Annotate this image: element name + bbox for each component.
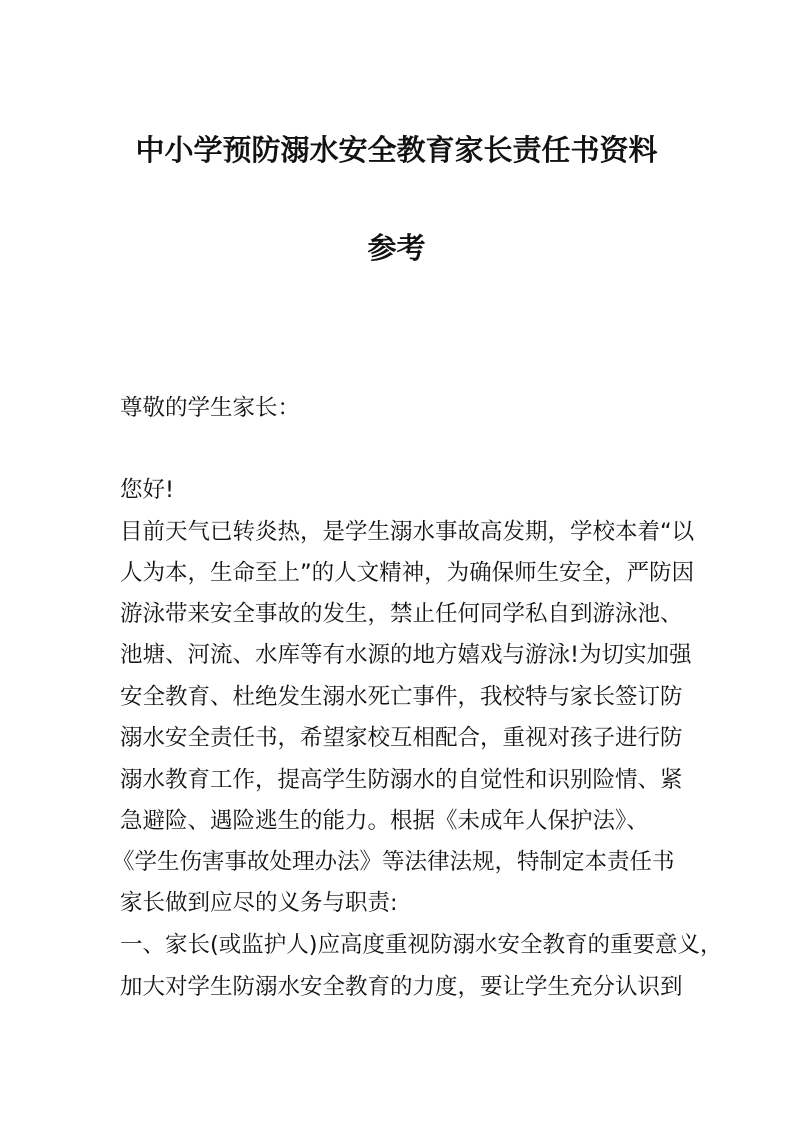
body-line: 溺水教育工作，提高学生防溺水的自觉性和识别险情、紧 <box>120 767 683 793</box>
body-line: 目前天气已转炎热，是学生溺水事故高发期，学校本着“以 <box>120 519 695 545</box>
body-line: 急避险、遇险逃生的能力。根据《未成年人保护法》、 <box>120 808 649 834</box>
body-line: 家长做到应尽的义务与职责: <box>120 890 398 916</box>
document-title-continued: 参考 <box>367 231 426 265</box>
salutation: 尊敬的学生家长： <box>120 395 301 421</box>
section-heading-line: 一、家长(或监护人)应高度重视防溺水安全教育的重要意义， <box>120 932 723 958</box>
body-line: 安全教育、杜绝发生溺水死亡事件，我校特与家长签订防 <box>120 684 683 710</box>
greeting: 您好! <box>120 477 175 503</box>
document-title: 中小学预防溺水安全教育家长责任书资料 <box>135 133 658 167</box>
body-line: 游泳带来安全事故的发生，禁止任何同学私自到游泳池、 <box>120 601 683 627</box>
body-line: 溺水安全责任书，希望家校互相配合，重视对孩子进行防 <box>120 725 683 751</box>
body-line: 加大对学生防溺水安全教育的力度，要让学生充分认识到 <box>120 974 683 1000</box>
body-line: 《学生伤害事故处理办法》等法律法规，特制定本责任书 <box>112 849 675 875</box>
body-line: 人为本，生命至上”的人文精神，为确保师生安全，严防因 <box>120 560 695 586</box>
body-line: 池塘、河流、水库等有水源的地方嬉戏与游泳!为切实加强 <box>120 642 692 668</box>
